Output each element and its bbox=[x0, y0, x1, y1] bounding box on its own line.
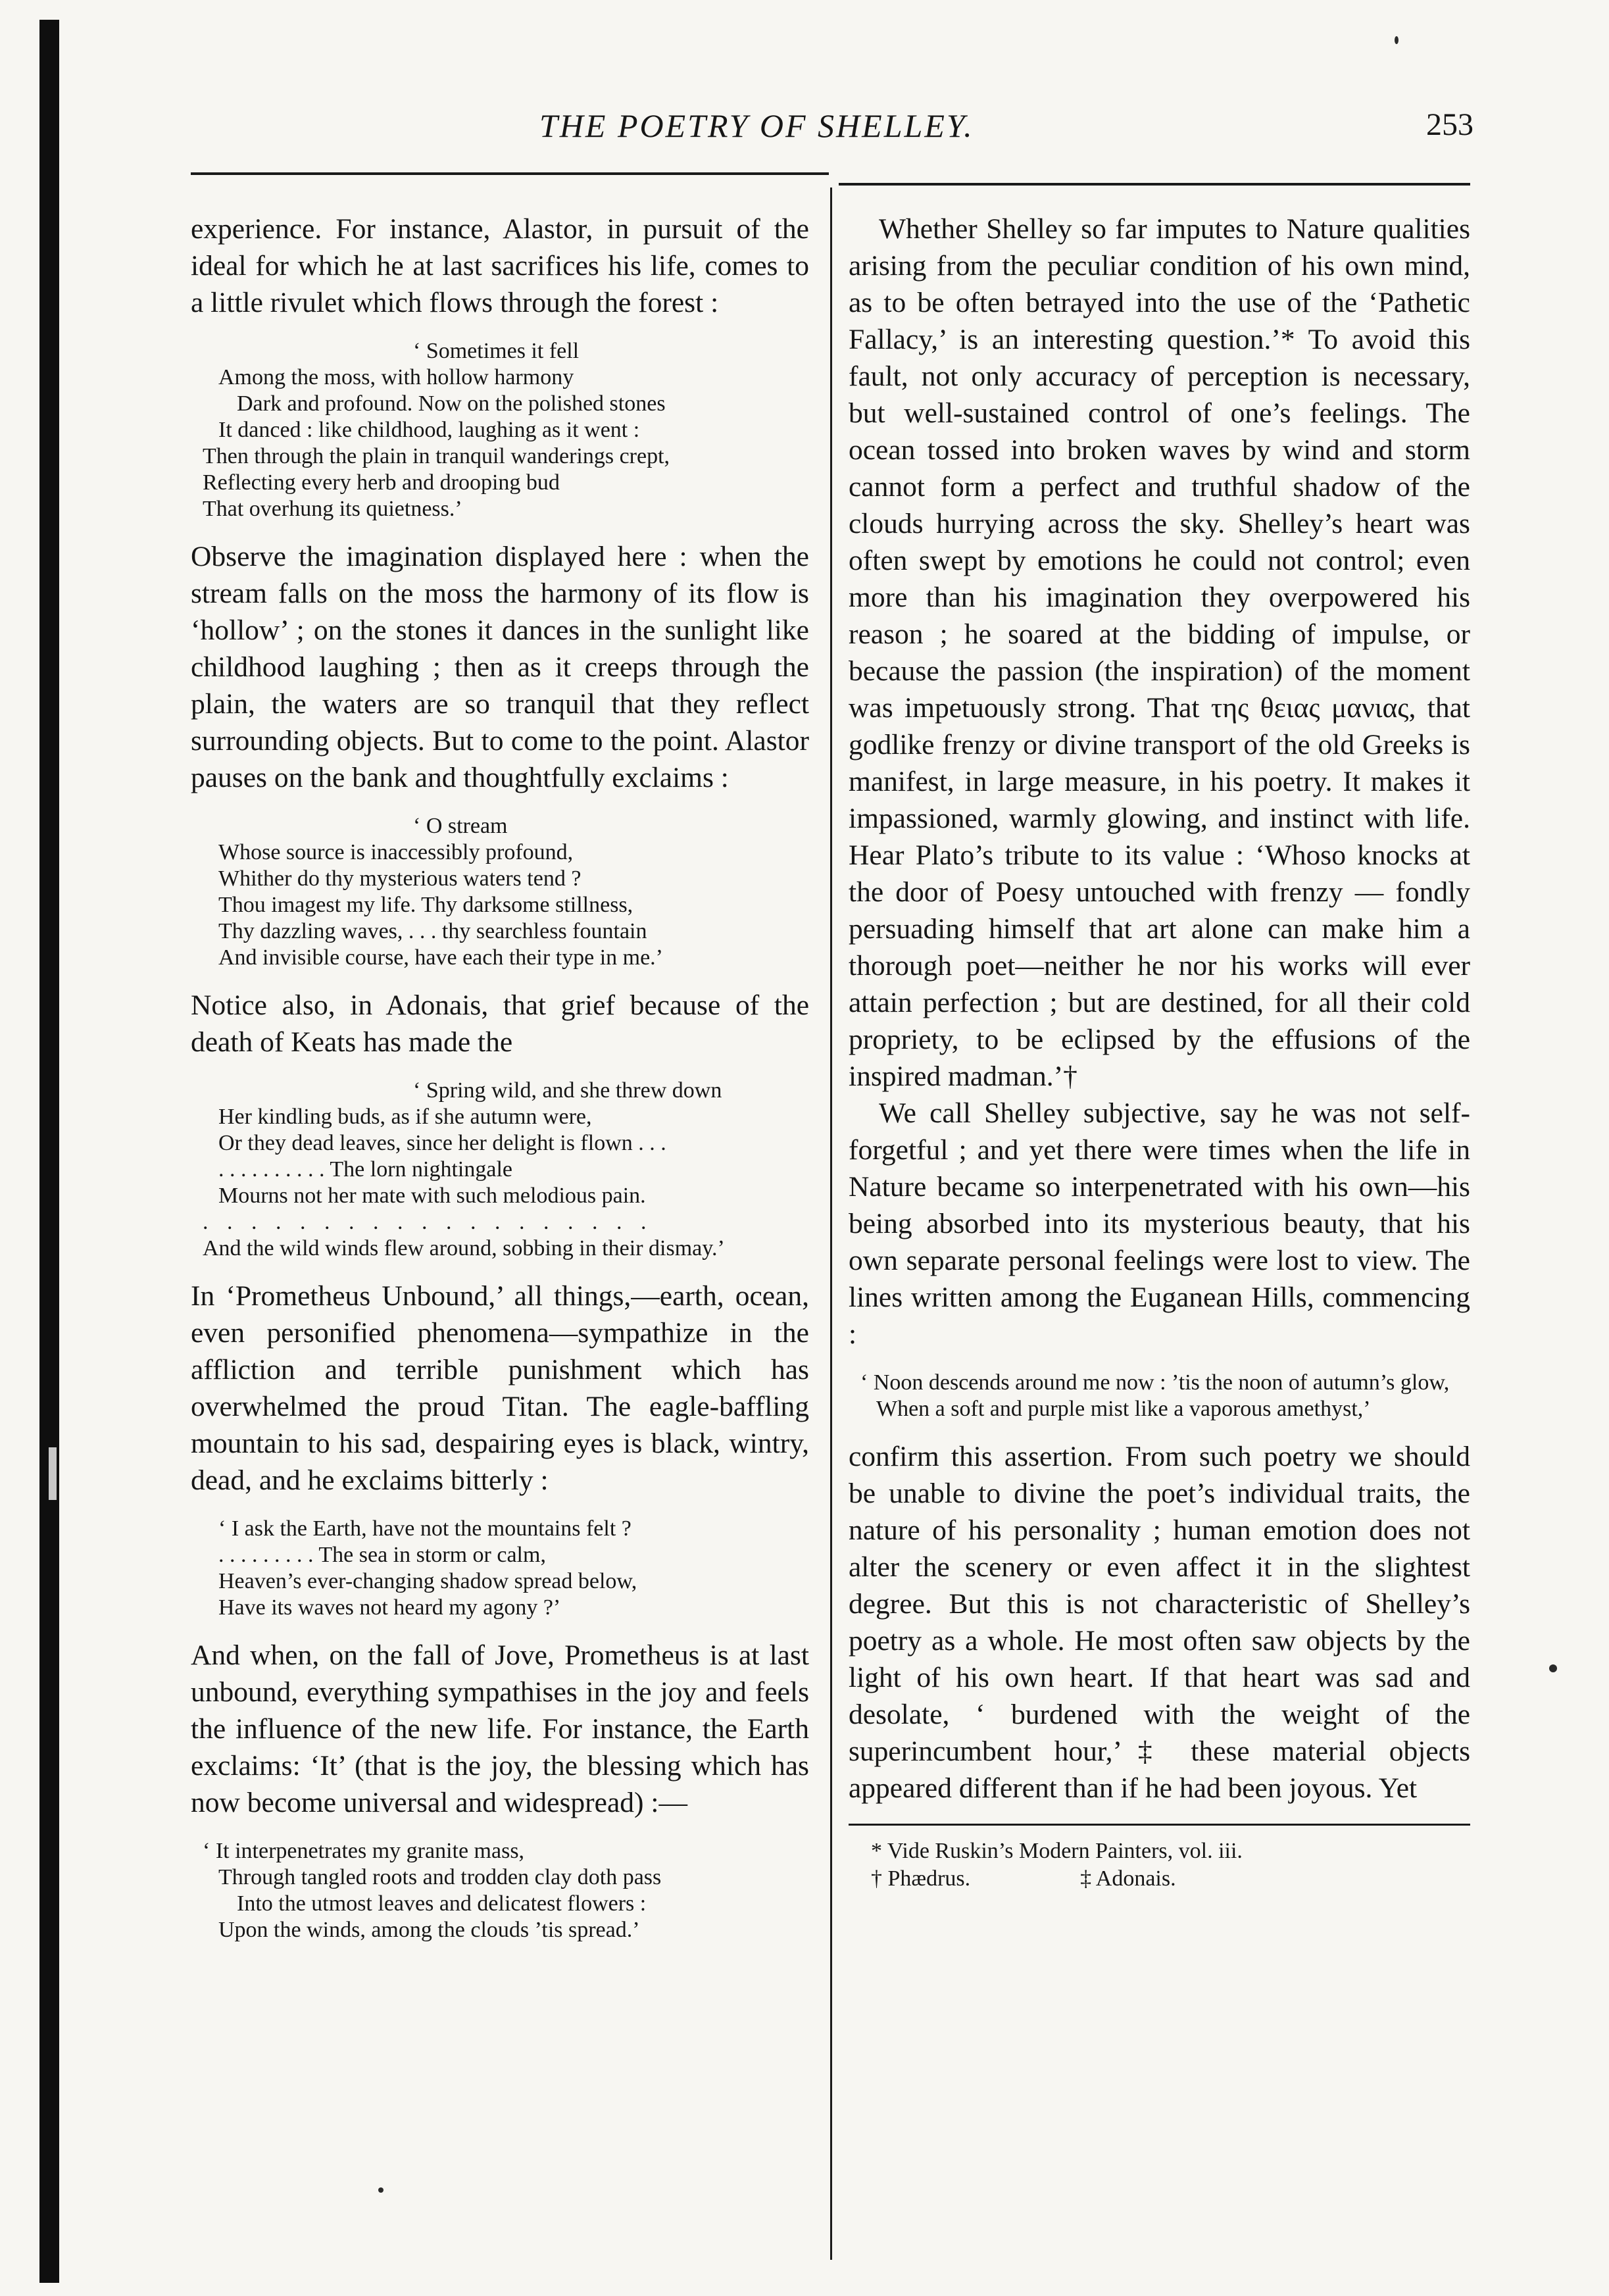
page-binding-edge bbox=[39, 20, 59, 2283]
verse-line: Through tangled roots and trodden clay doth pass bbox=[218, 1865, 662, 1889]
left-column bbox=[191, 211, 809, 1959]
verse-line: ‘ It interpenetrates my granite mass, bbox=[203, 1839, 525, 1863]
verse-line: That overhung its quietness.’ bbox=[203, 497, 462, 521]
print-speck bbox=[378, 2187, 384, 2193]
verse-quotation bbox=[203, 338, 809, 522]
verse-line: And invisible course, have each their type in me.’ bbox=[218, 945, 663, 970]
verse-line: ‘ I ask the Earth, have not the mountains felt ? bbox=[218, 1516, 631, 1541]
verse-line: Into the utmost leaves and delicatest flowers : bbox=[237, 1891, 647, 1916]
paragraph: Observe the imagination displayed here : when the stream falls on the moss the harmony of its flow is ‘hollow’ ; on the stones it dances in the sunlight like childhood laughing ; then as it creeps through the plain, the waters are so tranquil that they reflect surrounding objects. But to come to the point. Alastor pauses on the bank and thoughtfully exclaims : bbox=[191, 541, 809, 793]
paragraph: Notice also, in Adonais, that grief because of the death of Keats has made the bbox=[191, 989, 809, 1058]
verse-quotation bbox=[203, 813, 809, 971]
verse-line: ‘ Noon descends around me now : ’tis the noon of autumn’s glow, bbox=[860, 1370, 1450, 1395]
page-header bbox=[191, 107, 1473, 159]
verse-line: Her kindling buds, as if she autumn were, bbox=[218, 1105, 592, 1129]
verse-line: Thy dazzling waves, . . . thy searchless fountain bbox=[218, 919, 647, 943]
footnote: * Vide Ruskin’s Modern Painters, vol. iii. bbox=[871, 1839, 1243, 1863]
footnote-row bbox=[871, 1865, 1470, 1893]
print-speck bbox=[1549, 1664, 1557, 1672]
verse-line: Have its waves not heard my agony ?’ bbox=[218, 1595, 561, 1620]
verse-quotation bbox=[203, 1078, 809, 1262]
footnote: † Phædrus. bbox=[871, 1866, 971, 1891]
running-title: THE POETRY OF SHELLEY. bbox=[539, 107, 974, 144]
verse-line: ‘ Spring wild, and she threw down bbox=[413, 1078, 722, 1103]
verse-line: Upon the winds, among the clouds ’tis spread.’ bbox=[218, 1918, 640, 1942]
paragraph: Whether Shelley so far imputes to Nature qualities arising from the peculiar condition of his own mind, as to be often betrayed into the use of the ‘Pathetic Fallacy,’ is an interesting question.’* To avoid this fault, not only accuracy of perception is necessary, but well-sustained control of one’s feelings. The ocean tossed into broken waves by wind and storm cannot form a perfect and truthful shadow of the clouds hurrying across the sky. Shelley’s heart was often swept by emotions he could not control; even more than his imagination they overpowered his reason ; he soared at the bidding of impulse, or because the passion (the inspiration) of the moment was impetuously strong. That της θειας μανιας, that godlike frenzy or divine transport of the old Greeks is manifest, in large measure, in his poetry. It makes it impassioned, warmly glowing, and instinct with life. Hear Plato’s tribute to its value : ‘Whoso knocks at the door of Poesy untouched with frenzy — fondly persuading himself that art alone can make him a thorough poet—neither he nor his works will ever attain perfection ; but are destined, for all their cold propriety, to be eclipsed by the effusions of the inspired madman.’† bbox=[849, 213, 1470, 1092]
paragraph: In ‘Prometheus Unbound,’ all things,—earth, ocean, even personified phenomena—sympathize in the affliction and terrible punishment which has overwhelmed the proud Titan. The eagle-baffling mountain to his sad, despairing eyes is black, wintry, dead, and he exclaims bitterly : bbox=[191, 1280, 809, 1496]
verse-line: ‘ Sometimes it fell bbox=[413, 339, 580, 363]
binding-mark bbox=[49, 1447, 57, 1500]
verse-ellipsis: . . . . . . . . . . . . . . . . . . . bbox=[203, 1210, 653, 1234]
verse-line: And the wild winds flew around, sobbing in their dismay.’ bbox=[203, 1236, 725, 1260]
column-divider bbox=[830, 187, 832, 2260]
verse-line: Reflecting every herb and drooping bud bbox=[203, 470, 560, 495]
paragraph: confirm this assertion. From such poetry we should be unable to divine the poet’s individual traits, the nature of his personality ; human emotion does not alter the scenery or even affect it in the slightest degree. But this is not characteristic of Shelley’s poetry as a whole. He most often saw objects by the light of his own heart. If that heart was sad and desolate, ‘ burdened with the weight of the superincumbent hour,’‡ these material objects appeared different than if he had been joyous. Yet bbox=[849, 1441, 1470, 1804]
footnote: ‡ Adonais. bbox=[1080, 1866, 1176, 1891]
footnotes bbox=[849, 1837, 1470, 1893]
paragraph: And when, on the fall of Jove, Prometheus is at last unbound, everything sympathises in the joy and feels the influence of the new life. For instance, the Earth exclaims: ‘It’ (that is the joy, the blessing which has now become universal and widespread) :— bbox=[191, 1639, 809, 1818]
page-number: 253 bbox=[1426, 107, 1473, 142]
verse-line: Mourns not her mate with such melodious pain. bbox=[218, 1184, 646, 1208]
verse-line: Then through the plain in tranquil wanderings crept, bbox=[203, 444, 670, 468]
verse-line: Heaven’s ever-changing shadow spread below, bbox=[218, 1569, 637, 1593]
header-rule-left bbox=[191, 172, 829, 175]
verse-line: Among the moss, with hollow harmony bbox=[218, 365, 574, 389]
footnote-rule bbox=[849, 1824, 1470, 1826]
verse-quotation bbox=[860, 1370, 1470, 1422]
verse-line: Dark and profound. Now on the polished stones bbox=[237, 391, 666, 416]
verse-line: ‘ O stream bbox=[413, 814, 508, 838]
paragraph: experience. For instance, Alastor, in pursuit of the ideal for which he at last sacrifices his life, comes to a little rivulet which flows through the forest : bbox=[191, 213, 809, 318]
verse-line: When a soft and purple mist like a vaporous amethyst,’ bbox=[876, 1397, 1371, 1421]
verse-line: Or they dead leaves, since her delight is flown . . . bbox=[218, 1131, 666, 1155]
right-column bbox=[849, 211, 1470, 1893]
verse-line: Whose source is inaccessibly profound, bbox=[218, 840, 574, 864]
verse-line: . . . . . . . . . . The lorn nightingale bbox=[218, 1157, 512, 1182]
verse-quotation bbox=[203, 1838, 809, 1943]
verse-line: It danced : like childhood, laughing as it went : bbox=[218, 418, 640, 442]
verse-quotation bbox=[203, 1516, 809, 1621]
print-speck bbox=[1395, 36, 1399, 44]
verse-line: . . . . . . . . . The sea in storm or calm, bbox=[218, 1543, 546, 1567]
verse-line: Thou imagest my life. Thy darksome stillness, bbox=[218, 893, 633, 917]
header-rule-right bbox=[839, 183, 1470, 186]
verse-line: Whither do thy mysterious waters tend ? bbox=[218, 866, 582, 891]
paragraph: We call Shelley subjective, say he was not self-forgetful ; and yet there were times when the life in Nature became so interpenetrated with his own—his being absorbed into its mysterious beauty, that his own separate personal feelings were lost to view. The lines written among the Euganean Hills, commencing : bbox=[849, 1097, 1470, 1350]
